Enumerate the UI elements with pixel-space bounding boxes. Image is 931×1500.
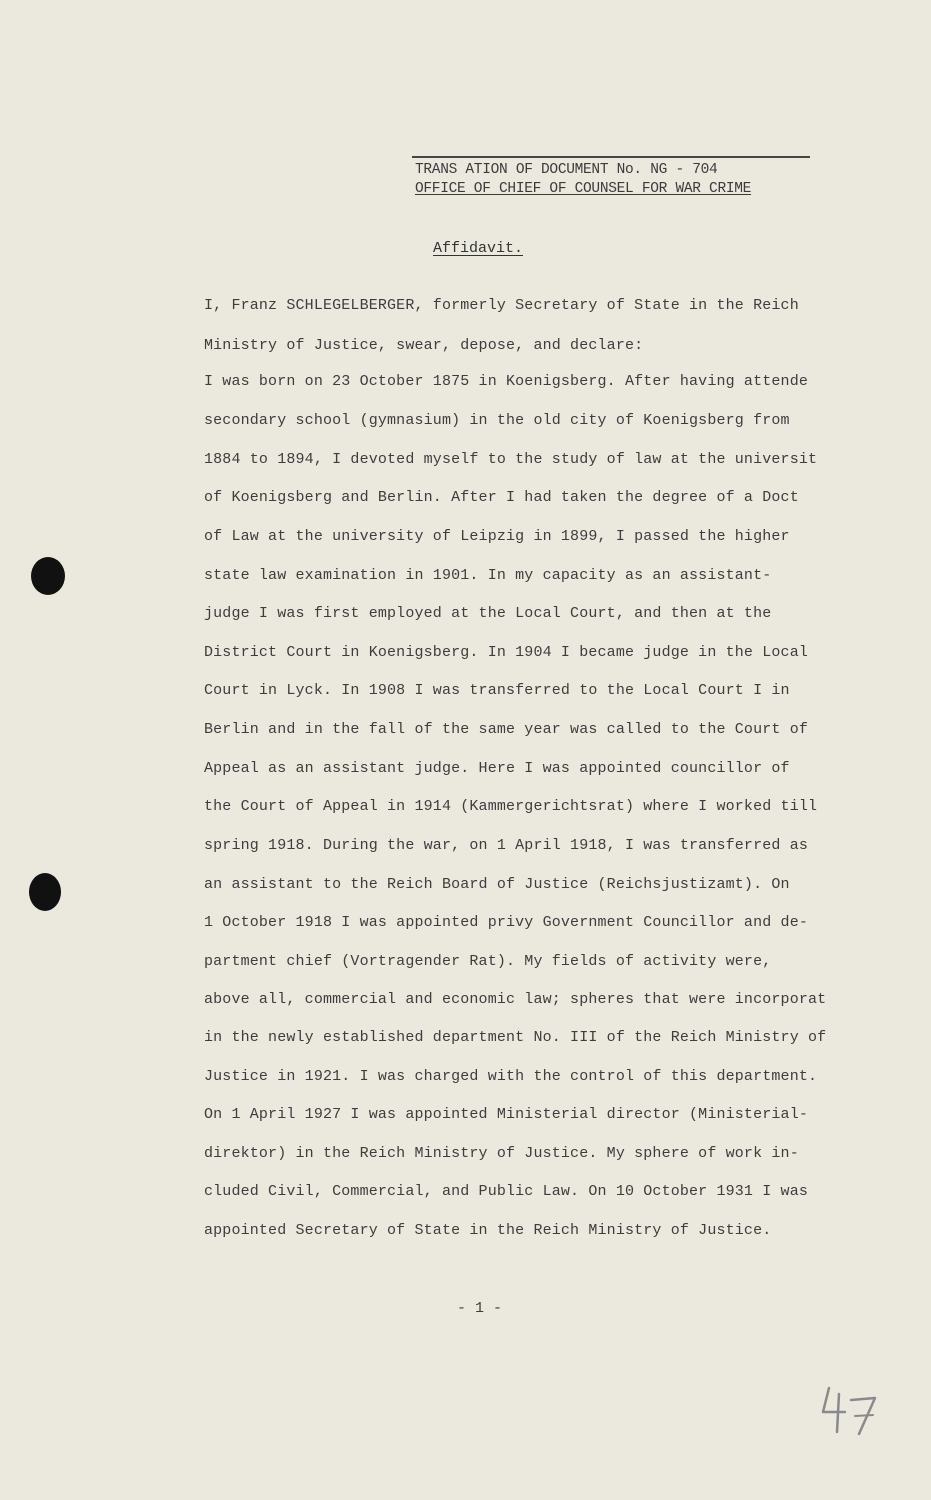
body-line: direktor) in the Reich Ministry of Justice. My sphere of work in- (204, 1145, 799, 1162)
body-line: judge I was first employed at the Local Court, and then at the (204, 605, 772, 622)
punch-hole (29, 873, 61, 911)
body-line: Court in Lyck. In 1908 I was transferred to the Local Court I in (204, 682, 790, 699)
body-line: 1 October 1918 I was appointed privy Government Councillor and de- (204, 914, 808, 931)
body-line: District Court in Koenigsberg. In 1904 I became judge in the Local (204, 644, 808, 661)
punch-hole (31, 557, 65, 595)
body-line: of Law at the university of Leipzig in 1899, I passed the higher (204, 528, 790, 545)
header-rule (412, 156, 810, 158)
body-line: I, Franz SCHLEGELBERGER, formerly Secretary of State in the Reich (204, 297, 799, 314)
body-line: Appeal as an assistant judge. Here I was appointed councillor of (204, 760, 790, 777)
body-line: 1884 to 1894, I devoted myself to the study of law at the universit (204, 451, 818, 468)
body-line: partment chief (Vortragender Rat). My fields of activity were, (204, 953, 772, 970)
page-number: - 1 - (457, 1300, 503, 1317)
body-line: On 1 April 1927 I was appointed Ministerial director (Ministerial- (204, 1106, 808, 1123)
body-line: of Koenigsberg and Berlin. After I had taken the degree of a Doct (204, 489, 799, 506)
body-line: appointed Secretary of State in the Reich Ministry of Justice. (204, 1222, 772, 1239)
body-line: in the newly established department No. III of the Reich Ministry of (204, 1029, 827, 1046)
handwritten-page-mark (815, 1382, 885, 1442)
document-reference: TRANS ATION OF DOCUMENT No. NG - 704 (415, 162, 718, 178)
body-line: secondary school (gymnasium) in the old city of Koenigsberg from (204, 412, 790, 429)
body-line: an assistant to the Reich Board of Justice (Reichsjustizamt). On (204, 876, 790, 893)
body-line: cluded Civil, Commercial, and Public Law. On 10 October 1931 I was (204, 1183, 808, 1200)
body-line: the Court of Appeal in 1914 (Kammergerichtsrat) where I worked till (204, 798, 818, 815)
body-line: Berlin and in the fall of the same year was called to the Court of (204, 721, 808, 738)
body-line: spring 1918. During the war, on 1 April 1918, I was transferred as (204, 837, 808, 854)
issuing-office: OFFICE OF CHIEF OF COUNSEL FOR WAR CRIME (415, 181, 752, 197)
body-line: above all, commercial and economic law; spheres that were incorporat (204, 991, 827, 1008)
document-title: Affidavit. (433, 240, 524, 257)
body-line: Justice in 1921. I was charged with the control of this department. (204, 1068, 818, 1085)
body-line: I was born on 23 October 1875 in Koenigsberg. After having attende (204, 373, 808, 390)
body-line: state law examination in 1901. In my capacity as an assistant- (204, 567, 772, 584)
body-line: Ministry of Justice, swear, depose, and declare: (204, 337, 644, 354)
